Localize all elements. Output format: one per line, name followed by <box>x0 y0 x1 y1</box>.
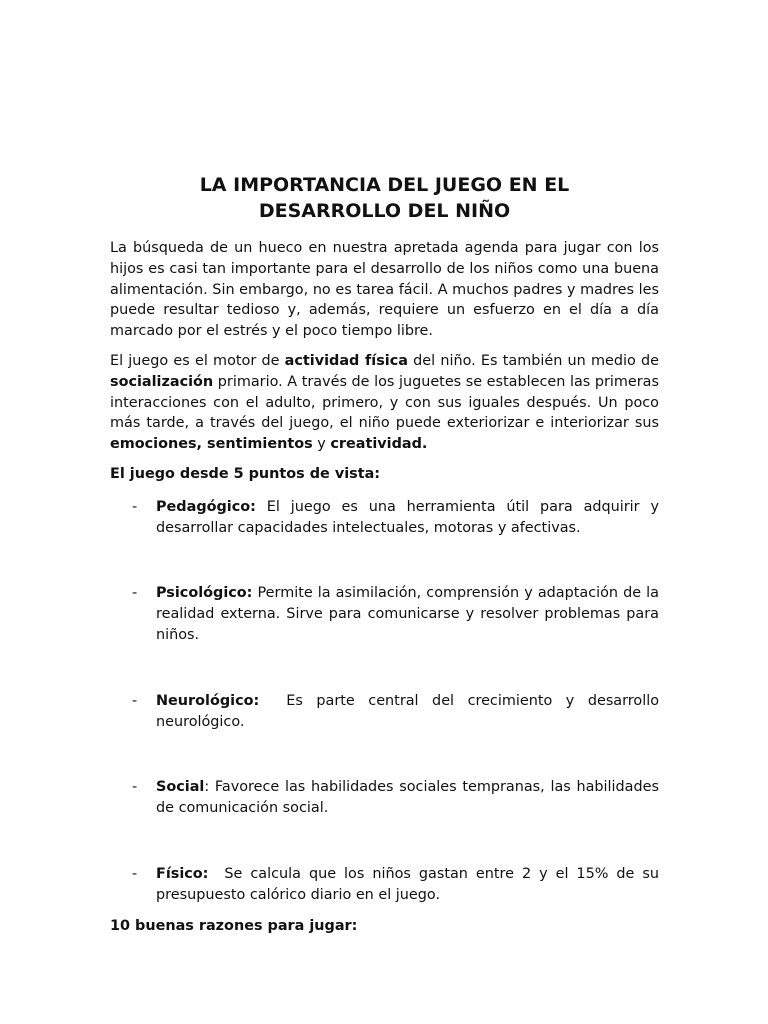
point-label: Físico: <box>156 865 209 882</box>
point-label: Pedagógico: <box>156 498 256 515</box>
title-line-1: LA IMPORTANCIA DEL JUEGO EN EL <box>199 174 570 196</box>
motor-paragraph <box>110 351 659 455</box>
bold-term-actividad-fisica: actividad física <box>284 352 408 369</box>
document-page <box>110 172 664 948</box>
point-text: Es parte central del crecimiento y desarrollo neurológico. <box>156 692 664 730</box>
list-item-fisico <box>110 864 664 906</box>
list-item-pedagogico <box>110 497 659 539</box>
reasons-heading: 10 buenas razones para jugar: <box>110 917 358 934</box>
bold-term-creatividad: creatividad. <box>330 436 428 453</box>
document-title <box>110 172 659 224</box>
point-text: : Favorece las habilidades sociales tempranas, las habilidades de comunicación social. <box>156 779 659 817</box>
points-heading: El juego desde 5 puntos de vista: <box>110 465 381 482</box>
points-list <box>110 497 664 906</box>
point-text: El juego es una herramienta útil para adquirir y desarrollar capacidades intelectuales, motoras y afectivas. <box>156 498 659 536</box>
bold-term-socializacion: socialización <box>110 373 214 390</box>
list-dash: - <box>132 692 138 709</box>
list-item-social <box>110 777 659 819</box>
list-dash: - <box>132 498 138 515</box>
title-line-2: DESARROLLO DEL NIÑO <box>258 200 511 222</box>
list-dash: - <box>132 585 138 602</box>
point-label: Neurológico: <box>156 692 260 709</box>
paragraph-text: y <box>312 436 331 453</box>
list-item-psicologico <box>110 583 659 645</box>
list-dash: - <box>132 865 138 882</box>
paragraph-text: primario. A través de los juguetes se establecen las primeras interacciones con el adulto, primero, y con sus iguales después. Un poco más tarde, a través del juego, el niño puede exteriorizar e interiorizar sus <box>110 373 659 432</box>
list-dash: - <box>132 779 138 796</box>
intro-paragraph: La búsqueda de un hueco en nuestra apretada agenda para jugar con los hijos es casi tan importante para el desarrollo de los niños como una buena alimentación. Sin embargo, no es tarea fácil. A muchos padres y madres les puede resultar tedioso y, además, requiere un esfuerzo en el día a día marcado por el estrés y el poco tiempo libre. <box>110 240 659 340</box>
paragraph-text: El juego es el motor de <box>110 352 285 369</box>
list-item-neurologico <box>110 691 664 733</box>
point-label: Psicológico: <box>156 585 253 602</box>
point-text: Permite la asimilación, comprensión y adaptación de la realidad externa. Sirve para comunicarse y resolver problemas para niños. <box>156 585 659 643</box>
paragraph-text: del niño. Es también un medio de <box>407 352 660 369</box>
bold-term-emociones: emociones, sentimientos <box>110 436 313 453</box>
point-text: Se calcula que los niños gastan entre 2 y el 15% de su presupuesto calórico diario en el juego. <box>156 865 664 903</box>
point-label: Social <box>156 779 205 796</box>
